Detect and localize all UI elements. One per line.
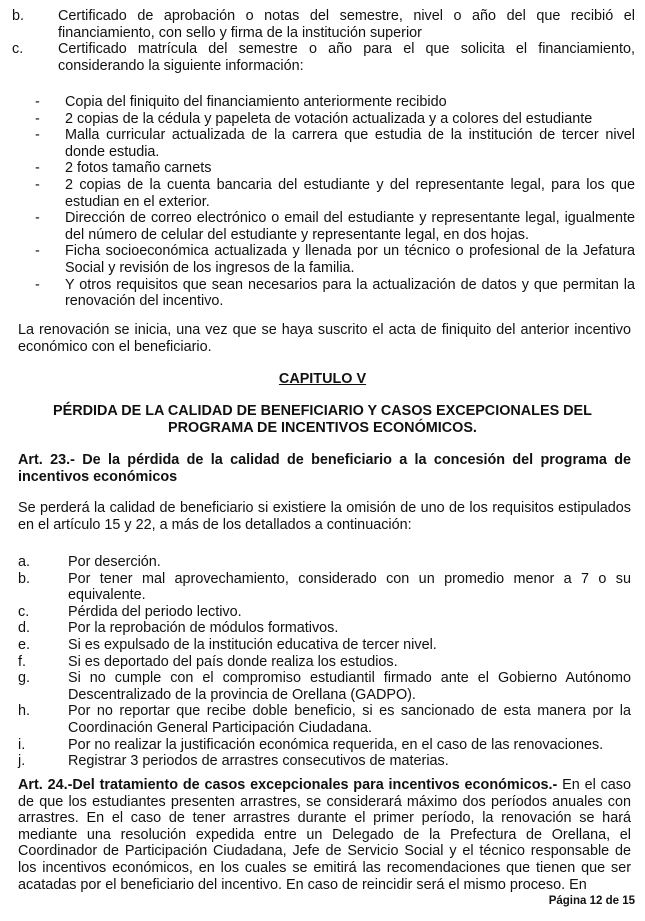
item-text: Copia del finiquito del financiamiento anteriormente recibido [65, 94, 447, 110]
item-marker: e. [18, 636, 31, 653]
item-text: Si no cumple con el compromiso estudiantil firmado ante el Gobierno Autónomo Descentralizado de la provincia de Orellana (GADPO). [68, 670, 631, 703]
list-item [0, 277, 645, 310]
item-marker: c. [12, 41, 24, 58]
item-text: Registrar 3 periodos de arrastres consecutivos de materias. [68, 753, 449, 770]
list-item [0, 8, 645, 41]
item-marker: i. [18, 736, 26, 753]
chapter-title-text: CAPITULO V [278, 371, 367, 387]
list-item [0, 160, 645, 177]
item-text: Ficha socioeconómica actualizada y llenada por un técnico o profesional de la Jefatura Social y revisión de los ingresos de la familia. [65, 243, 635, 276]
list-item [0, 94, 645, 111]
item-text: Si es expulsado de la institución educativa de tercer nivel. [68, 636, 437, 653]
list-item [0, 111, 645, 128]
item-marker: c. [18, 603, 30, 620]
list-item [0, 243, 645, 276]
renewal-paragraph: La renovación se inicia, una vez que se haya suscrito el acta de finiquito del anterior incentivo económico con el beneficiario. [18, 322, 631, 355]
dash-marker: - [35, 127, 40, 144]
item-marker: g. [18, 670, 31, 687]
item-marker: b. [12, 8, 25, 24]
art23-list [0, 554, 645, 770]
item-text: Por no realizar la justificación económica requerida, en el caso de las renovaciones. [68, 736, 604, 753]
item-marker: h. [18, 703, 31, 720]
item-text: Pérdida del periodo lectivo. [68, 603, 242, 620]
list-item [0, 127, 645, 160]
dash-marker: - [35, 160, 40, 177]
list-item [0, 670, 645, 703]
list-item [0, 210, 645, 243]
list-item [0, 654, 645, 671]
item-text: Y otros requisitos que sean necesarios para la actualización de datos y que permitan la renovación del incentivo. [65, 276, 635, 310]
item-text: 2 copias de la cédula y papeleta de votación actualizada y a colores del estudiante [65, 110, 593, 127]
dash-marker: - [35, 210, 40, 227]
list-item [0, 637, 645, 654]
item-text: 2 copias de la cuenta bancaria del estudiante y del representante legal, para los que estudian en el exterior. [65, 176, 635, 210]
dash-list [0, 94, 645, 310]
list-item [0, 554, 645, 571]
item-text: 2 fotos tamaño carnets [65, 160, 212, 177]
item-text: Por deserción. [68, 554, 161, 570]
list-item [0, 753, 645, 770]
item-text: Si es deportado del país donde realiza los estudios. [68, 653, 398, 670]
requirements-top-list [0, 8, 645, 74]
chapter-title [0, 371, 645, 388]
item-marker: b. [18, 570, 31, 587]
chapter-subtitle-line1: PÉRDIDA DE LA CALIDAD DE BENEFICIARIO Y CASOS EXCEPCIONALES DEL [53, 403, 592, 419]
item-marker: d. [18, 620, 31, 637]
art24-heading: Art. 24.-Del tratamiento de casos excepcionales para incentivos económicos.- [18, 777, 558, 793]
list-item [0, 604, 645, 621]
art23-intro: Se perderá la calidad de beneficiario si existiere la omisión de uno de los requisitos estipulados en el artículo 15 y 22, a más de los detallados a continuación: [18, 500, 631, 533]
item-text: Certificado matrícula del semestre o año para el que solicita el financiamiento, considerando la siguiente información: [58, 41, 635, 74]
list-item [0, 737, 645, 754]
item-marker: j. [18, 753, 26, 770]
dash-marker: - [35, 94, 40, 110]
item-text: Dirección de correo electrónico o email del estudiante y representante legal, igualmente del número de celular del estudiante y representante legal, en dos hojas. [65, 210, 635, 243]
page-number: Página 12 de 15 [548, 895, 635, 907]
chapter-subtitle-line2: PROGRAMA DE INCENTIVOS ECONÓMICOS. [168, 420, 477, 436]
art24-body: En el caso de que los estudiantes presenten arrastres, se considerará máximo dos períodos anuales con arrastres. En el caso de tener arrastres durante el primer período, la renovación se hará mediante una resolución expedida entre un Delegado de la Prefectura de Orellana, el Coordinador de Participación Ciudadana, Jefe de Servicio Social y el técnico responsable de los incentivos económicos, en los cuales se emitirá las recomendaciones que tienen que ser acatadas por el beneficiario del incentivo. En caso de reincidir será el mismo proceso. En [18, 777, 631, 893]
item-text: Por la reprobación de módulos formativos. [68, 620, 339, 637]
art23-heading: Art. 23.- De la pérdida de la calidad de beneficiario a la concesión del programa de incentivos económicos [18, 452, 631, 485]
item-text: Certificado de aprobación o notas del semestre, nivel o año del que recibió el financiamiento, con sello y firma de la institución superior [58, 8, 635, 41]
dash-marker: - [35, 110, 40, 127]
dash-marker: - [35, 243, 40, 260]
list-item [0, 703, 645, 736]
item-marker: f. [18, 653, 26, 670]
list-item [0, 41, 645, 74]
item-marker: a. [18, 554, 31, 570]
list-item [0, 620, 645, 637]
list-item [0, 177, 645, 210]
item-text: Por no reportar que recibe doble beneficio, si es sancionado de esta manera por la Coordinación General Participación Ciudadana. [68, 703, 631, 736]
item-text: Malla curricular actualizada de la carrera que estudia de la institución de tercer nivel donde estudia. [65, 127, 635, 160]
list-item [0, 571, 645, 604]
item-text: Por tener mal aprovechamiento, considerado con un promedio menor a 7 o su equivalente. [68, 570, 631, 604]
dash-marker: - [35, 276, 40, 293]
art24-paragraph [18, 777, 631, 893]
dash-marker: - [35, 176, 40, 193]
